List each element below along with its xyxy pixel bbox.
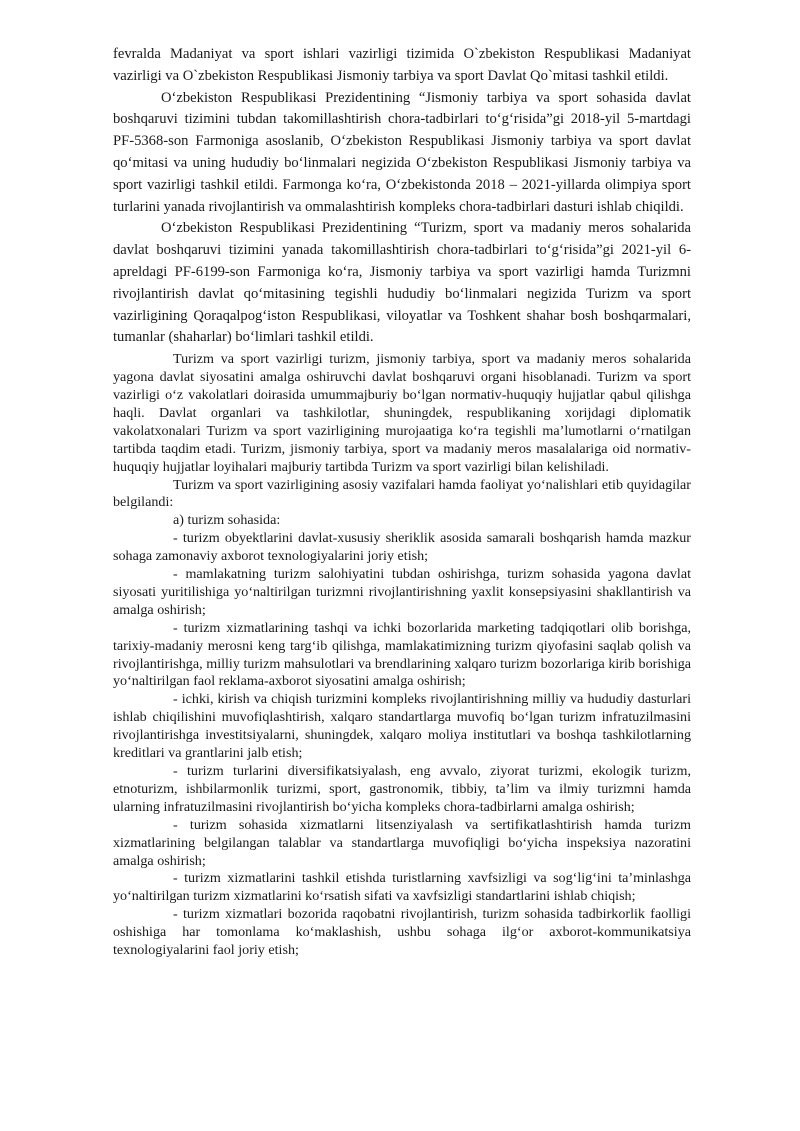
paragraph: Turizm va sport vazirligi turizm, jismoniy tarbiya, sport va madaniy meros sohalarida yagona davlat siyosatini amalga oshiruvchi davlat boshqaruvi organi hisoblanadi. Turizm va sport vazirligi o‘z vakolatlari doirasida umummajburiy bo‘lgan normativ-huquqiy hujjatlar qabul qilishga haqli. Davlat organlari va tashkilotlar, shuningdek, respublikaning xorijdagi diplomatik vakolatxonalari Turizm va sport vazirligining murojaatiga ko‘ra tegishli ma’lumotlarni o‘rnatilgan tartibda taqdim etadi. Turizm, jismoniy tarbiya, sport va madaniy meros masalalariga oid normativ-huquqiy hujjatlar loyihalari majburiy tartibda Turizm va sport vazirligi bilan kelishiladi. bbox=[113, 351, 691, 475]
list-heading: a) turizm sohasida: bbox=[173, 512, 281, 529]
list-item: - turizm xizmatlarining tashqi va ichki bozorlarida marketing tadqiqotlari olib borishga, tarixiy-madaniy merosni keng targ‘ib qilishga, mamlakatimizning turizm qiyofasini saqlab qolish va rivojlantirishga, milliy turizm mahsulotlari va brendlarining xalqaro turizm bozorlariga kirib borishiga yo‘naltirilgan faol reklama-axborot siyosatini amalga oshirish; bbox=[113, 619, 691, 690]
section-history bbox=[113, 44, 691, 349]
document-page bbox=[113, 44, 691, 960]
list-item: - turizm xizmatlari bozorida raqobatni rivojlantirish, turizm sohasida tadbirkorlik faolligi oshishiga har tomonlama ko‘maklashish, ushbu sohaga ilg‘or axborot-kommunikatsiya texnologiyalarini faol joriy etish; bbox=[113, 906, 691, 959]
paragraph: Turizm va sport vazirligining asosiy vazifalari hamda faoliyat yo‘nalishlari etib quyidagilar belgilandi: bbox=[113, 476, 691, 511]
list-item: - turizm xizmatlarini tashkil etishda turistlarning xavfsizligi va sog‘lig‘ini ta’minlashga yo‘naltirilgan turizm xizmatlarini ko‘rsatish sifati va xavfsizligi standartlarini ishlab chiqish; bbox=[113, 870, 691, 905]
paragraph: O‘zbekiston Respublikasi Prezidentining “Turizm, sport va madaniy meros sohalarida davlat boshqaruvi tizimini yanada takomillashtirish chora-tadbirlari to‘g‘risida”gi 2021-yil 6-apreldagi PF-6199-son Farmoniga ko‘ra, Jismoniy tarbiya va sport vazirligi hamda Turizmni rivojlantirish davlat qo‘mitasining tegishli hududiy bo‘linmalari negizida Turizm va sport vazirligining Qoraqalpog‘iston Respublikasi, viloyatlar va Toshkent shahar bosh boshqarmalari, tumanlar (shaharlar) bo‘limlari tashkil etildi. bbox=[113, 220, 691, 346]
paragraph: O‘zbekiston Respublikasi Prezidentining “Jismoniy tarbiya va sport sohasida davlat boshqaruvi tizimini tubdan takomillashtirish chora-tadbirlari to‘g‘risida”gi 2018-yil 5-martdagi PF-5368-son Farmoniga asoslanib, O‘zbekiston Respublikasi Jismoniy tarbiya va sport davlat qo‘mitasi va uning hududiy bo‘linmalari negizida O‘zbekiston Respublikasi Jismoniy tarbiya va sport vazirligi tashkil etildi. Farmonga ko‘ra, O‘zbekistonda 2018 – 2021-yillarda olimpiya sport turlarini yanada rivojlantirish va ommalashtirish kompleks chora-tadbirlari dasturi ishlab chiqildi. bbox=[113, 89, 691, 215]
list-item: - turizm obyektlarini davlat-xususiy sheriklik asosida samarali boshqarish hamda mazkur sohaga zamonaviy axborot texnologiyalarini joriy etish; bbox=[113, 530, 691, 565]
list-item: - mamlakatning turizm salohiyatini tubdan oshirishga, turizm sohasida yagona davlat siyosati yuritilishiga yo‘naltirilgan turizmni rivojlantirishning yaxlit konsepsiyasini shakllantirish va amalga oshirish; bbox=[113, 566, 691, 618]
list-item: - turizm sohasida xizmatlarni litsenziyalash va sertifikatlashtirish hamda turizm xizmatlarining belgilangan talablar va standartlarga muvofiqligi bo‘yicha inspeksiya nazoratini amalga oshirish; bbox=[113, 816, 691, 869]
paragraph: fevralda Madaniyat va sport ishlari vazirligi tizimida O`zbekiston Respublikasi Madaniyat vazirligi va O`zbekiston Respublikasi Jismoniy tarbiya va sport Davlat Qo`mitasi tashkil etildi. bbox=[113, 46, 691, 84]
list-item: - ichki, kirish va chiqish turizmini kompleks rivojlantirishning milliy va hududiy dasturlari ishlab chiqilishini muvofiqlashtirish, xalqaro standartlarga muvofiq bo‘lgan turizm infratuzilmasini rivojlantirishga investitsiyalarni, shuningdek, xalqaro moliya institutlari va boshqa tashkilotlarning kreditlari va grantlarini jalb etish; bbox=[113, 691, 691, 762]
list-item: - turizm turlarini diversifikatsiyalash, eng avvalo, ziyorat turizmi, ekologik turizm, etnoturizm, ishbilarmonlik turizmi, sport, gastronomik, tibbiy, ta’lim va ilmiy turizmni hamda ularning infratuzilmasini rivojlantirish bo‘yicha kompleks chora-tadbirlarni amalga oshirish; bbox=[113, 763, 691, 815]
section-ministry-tasks bbox=[113, 351, 691, 960]
